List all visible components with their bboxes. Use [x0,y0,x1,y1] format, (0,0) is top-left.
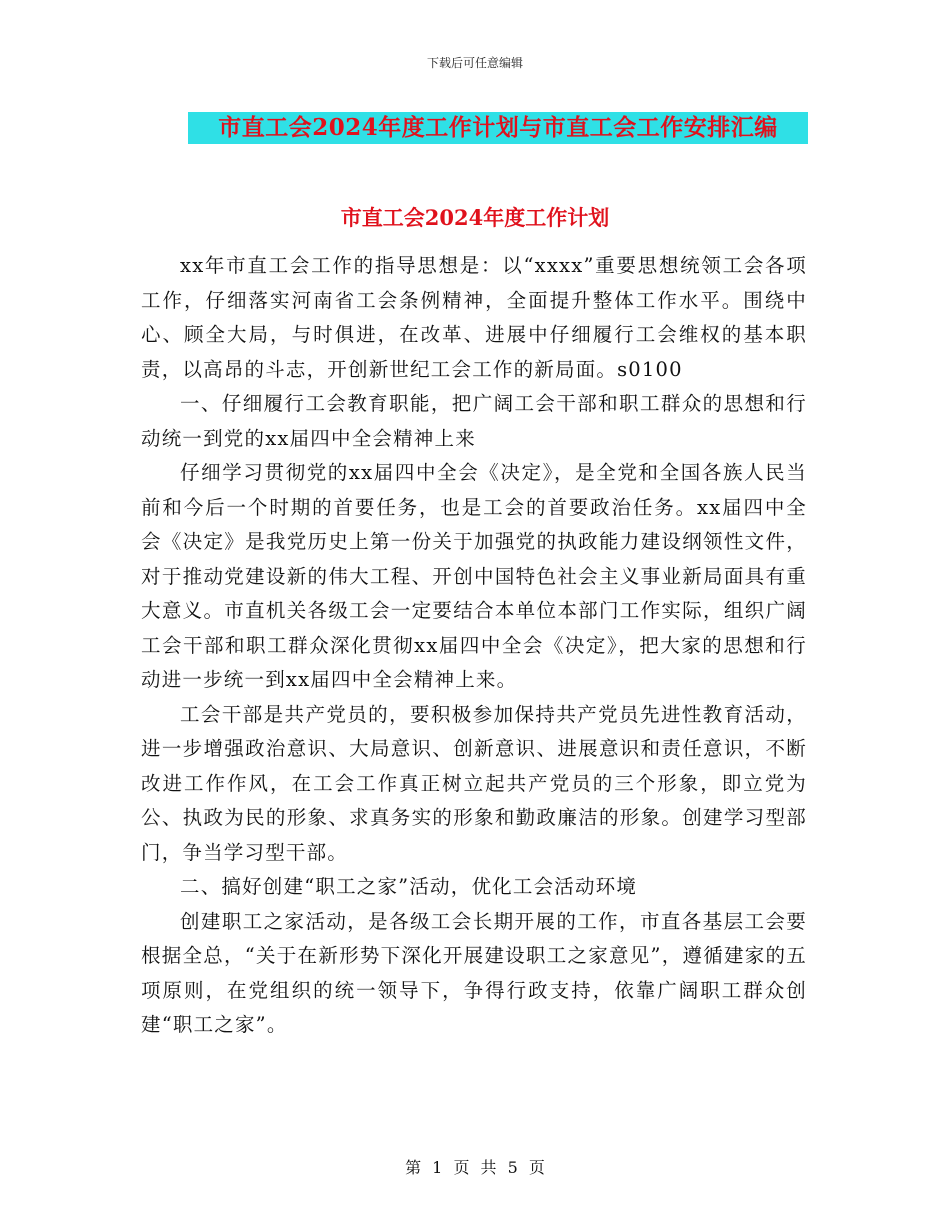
section-title: 市直工会2024年度工作计划 [340,205,610,230]
paragraph: xx年市直工会工作的指导思想是：以“xxxx”重要思想统领工会各项工作，仔细落实河南省工会条例精神，全面提升整体工作水平。围绕中心、顾全大局，与时俱进，在改革、进展中仔细履行工会维权的基本职责，以高昂的斗志，开创新世纪工会工作的新局面。s0100 [141,254,807,381]
heading-paragraph: 二、搞好创建“职工之家”活动，优化工会活动环境 [180,875,638,898]
page-footer: 第 1 页 共 5 页 [405,1158,545,1177]
document-title: 市直工会2024年度工作计划与市直工会工作安排汇编 [218,114,778,141]
heading-paragraph: 一、仔细履行工会教育职能，把广阔工会干部和职工群众的思想和行动统一到党的xx届四中全会精神上来 [141,392,807,450]
paragraph: 仔细学习贯彻党的xx届四中全会《决定》，是全党和全国各族人民当前和今后一个时期的首要任务，也是工会的首要政治任务。xx届四中全会《决定》是我党历史上第一份关于加强党的执政能力建设纲领性文件，对于推动党建设新的伟大工程、开创中国特色社会主义事业新局面具有重大意义。市直机关各级工会一定要结合本单位本部门工作实际，组织广阔工会干部和职工群众深化贯彻xx届四中全会《决定》，把大家的思想和行动进一步统一到xx届四中全会精神上来。 [141,461,807,691]
page-header-note: 下载后可任意编辑 [426,56,523,70]
document-title-highlight [188,112,808,144]
document-body [141,249,807,1043]
paragraph: 创建职工之家活动，是各级工会长期开展的工作，市直各基层工会要根据全总，“关于在新形势下深化开展建设职工之家意见”，遵循建家的五项原则，在党组织的统一领导下，争得行政支持，依靠广阔职工群众创建“职工之家”。 [141,909,807,1036]
paragraph: 工会干部是共产党员的，要积极参加保持共产党员先进性教育活动，进一步增强政治意识、大局意识、创新意识、进展意识和责任意识，不断改进工作作风，在工会工作真正树立起共产党员的三个形象，即立党为公、执政为民的形象、求真务实的形象和勤政廉洁的形象。创建学习型部门，争当学习型干部。 [141,702,807,864]
